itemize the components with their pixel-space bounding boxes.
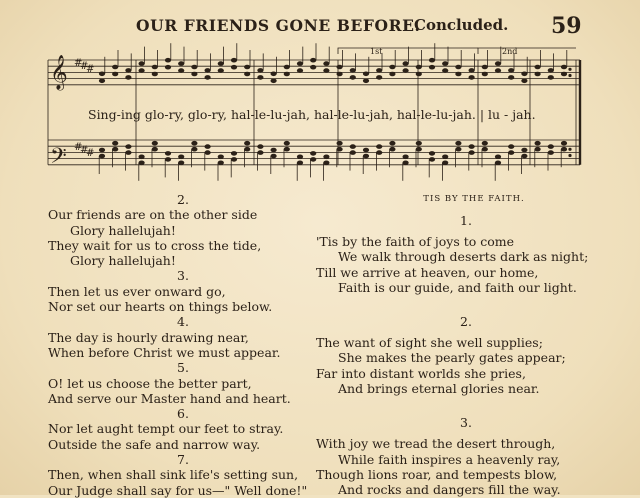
verse-line: The want of sight she well supplies; — [316, 335, 543, 351]
svg-text:#: # — [80, 145, 89, 156]
verse-line: And rocks and dangers fill the way. — [338, 482, 561, 498]
verse-number: 1. — [460, 213, 472, 228]
verse-2 — [316, 309, 616, 396]
page-number: 59 — [551, 13, 582, 39]
verse-number: 6. — [177, 406, 189, 422]
lyric-line: Sing-ing glo-ry, glo-ry, hal-le-lu-jah, hal-le-lu-jah, hal-le-lu-jah. | lu - jah. — [88, 107, 536, 122]
verse-1 — [316, 208, 616, 295]
verse-line: Nor let aught tempt our feet to stray. — [48, 421, 284, 437]
left-hymn — [48, 192, 318, 498]
svg-text:#: # — [80, 61, 89, 72]
svg-text:#: # — [74, 58, 83, 69]
verse-line: Till we arrive at heaven, our home, — [316, 264, 539, 280]
verse-number: 5. — [177, 360, 189, 376]
right-hymn — [316, 190, 616, 498]
verse-line: Then, when shall sink life's setting sun, — [48, 467, 299, 483]
treble-clef-icon: 𝄞 — [50, 55, 68, 90]
bass-clef-icon: 𝄢 — [50, 144, 67, 174]
verse-line: O! let us choose the better part, — [48, 375, 252, 391]
verse-line: Far into distant worlds she pries, — [316, 365, 526, 381]
verse-2 — [48, 192, 318, 268]
verse-line: Glory hallelujah! — [70, 253, 176, 269]
svg-text:#: # — [74, 142, 83, 153]
verse-number: 4. — [177, 314, 189, 330]
verse-4 — [48, 314, 318, 360]
hymn-title: OUR FRIENDS GONE BEFORE. — [136, 16, 421, 35]
verse-line: Though lions roar, and tempests blow, — [316, 466, 558, 482]
second-hymn-title: TIS BY THE FAITH. — [423, 194, 525, 204]
verse-number: 3. — [460, 415, 472, 431]
verse-line: Nor set our hearts on things below. — [48, 299, 273, 315]
verse-line: 'Tis by the faith of joys to come — [316, 234, 515, 249]
verse-3 — [48, 268, 318, 314]
verse-number: 2. — [177, 192, 189, 207]
verse-number: 2. — [460, 314, 472, 330]
second-ending-label: 2nd — [502, 47, 518, 56]
verse-line: With joy we tread the desert through, — [316, 436, 556, 452]
first-ending-label: 1st — [370, 47, 383, 56]
verse-line: They wait for us to cross the tide, — [48, 237, 262, 253]
verse-line: And serve our Master hand and heart. — [48, 390, 291, 406]
verse-line: The day is hourly drawing near, — [48, 329, 249, 345]
verse-line: Our Judge shall say for us—" Well done!" — [48, 482, 308, 498]
verse-line: Outside the safe and narrow way. — [48, 436, 261, 452]
verse-line: Glory hallelujah! — [70, 222, 176, 238]
svg-text:#: # — [86, 64, 95, 75]
verse-3 — [316, 410, 616, 497]
verse-7 — [48, 452, 318, 498]
verse-number: 7. — [177, 452, 189, 468]
page-header — [0, 14, 640, 40]
verse-line: Faith is our guide, and faith our light. — [338, 279, 577, 295]
concluded-label: Concluded. — [414, 16, 509, 34]
verse-number: 3. — [177, 268, 189, 284]
verse-line: Then let us ever onward go, — [48, 283, 226, 299]
verse-line: Our friends are on the other side — [48, 207, 258, 223]
verse-6 — [48, 406, 318, 452]
verse-line: We walk through deserts dark as night; — [338, 249, 589, 265]
verse-line: While faith inspires a heavenly ray, — [338, 451, 561, 467]
verse-line: She makes the pearly gates appear; — [338, 350, 566, 366]
verse-5 — [48, 360, 318, 406]
verse-line: And brings eternal glories near. — [338, 381, 540, 397]
svg-text:#: # — [86, 148, 95, 159]
verse-line: When before Christ we must appear. — [48, 344, 281, 360]
